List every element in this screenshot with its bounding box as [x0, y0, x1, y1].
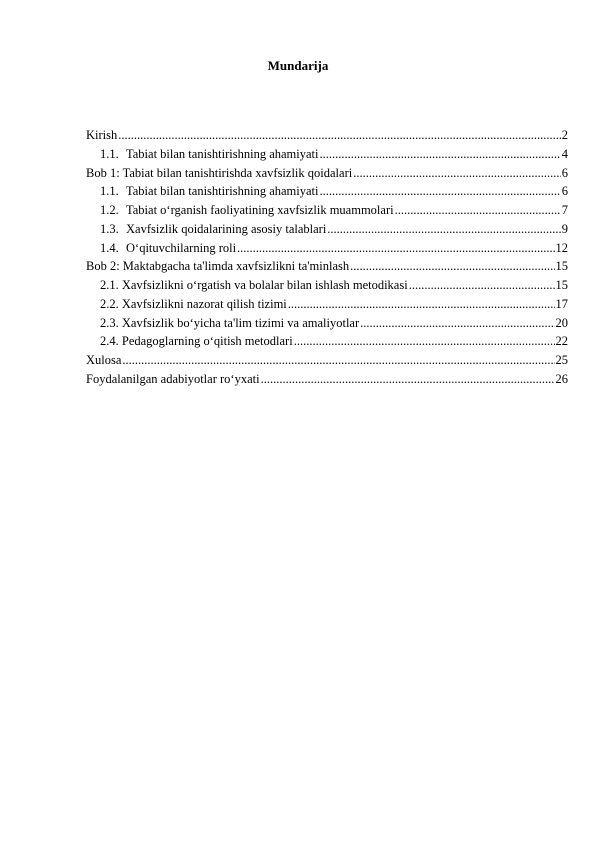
- toc-page-number: 4: [561, 146, 568, 161]
- toc-leader: [122, 353, 554, 368]
- toc-entry: [86, 353, 568, 372]
- toc-entry: [86, 241, 568, 260]
- toc-entry-text: Tabiat bilan tanishtirishning ahamiyati: [126, 146, 319, 161]
- toc-leader: [320, 184, 561, 199]
- toc-entry: [86, 222, 568, 241]
- toc-entry-text: Xavfsizlik qoidalarining asosiy talablari: [126, 221, 327, 236]
- toc-leader: [395, 203, 561, 218]
- toc-page-number: 12: [555, 240, 568, 255]
- toc-page-number: 25: [555, 353, 568, 367]
- toc-entry-text: Kirish: [86, 128, 118, 142]
- toc-leader: [288, 297, 555, 312]
- toc-page-number: 7: [561, 203, 568, 217]
- toc-leader: [360, 316, 554, 331]
- page-title: Mundarija: [267, 58, 329, 73]
- toc-page-number: 17: [555, 296, 568, 311]
- toc-page-number: 15: [555, 259, 568, 274]
- toc-entry-text: Oʻqituvchilarning roli: [126, 240, 237, 255]
- toc-entry-number: 1.2.: [100, 203, 119, 217]
- toc-entry-text: 2.2. Xavfsizlikni nazorat qilish tizimi: [100, 296, 287, 311]
- toc-entry-text: Bob 1: Tabiat bilan tanishtirishda xavfsizlik qoidalari: [86, 165, 353, 180]
- toc-entry: [86, 259, 568, 278]
- toc-entry: [86, 297, 568, 316]
- toc-entry-text: Tabiat oʻrganish faoliyatining xavfsizlik muammolari: [126, 203, 394, 217]
- toc-leader: [353, 166, 561, 181]
- toc-page-number: 26: [555, 371, 568, 386]
- toc-entry-text: Foydalanilgan adabiyotlar roʻyxati: [86, 371, 260, 386]
- toc-page-number: 9: [561, 221, 568, 236]
- toc-leader: [118, 128, 561, 143]
- toc-entry-text: 2.3. Xavfsizlik boʻyicha ta'lim tizimi va amaliyotlar: [100, 315, 360, 330]
- toc-leader: [294, 334, 555, 349]
- toc-entry: [86, 128, 568, 147]
- toc-entry-text: 2.1. Xavfsizlikni oʻrgatish va bolalar bilan ishlash metodikasi: [100, 278, 408, 292]
- toc-entry: [86, 372, 568, 391]
- toc-leader: [261, 372, 555, 387]
- toc-entry-text: Bob 2: Maktabgacha ta'limda xavfsizlikni ta'minlash: [86, 259, 350, 274]
- toc-leader: [409, 278, 555, 293]
- toc-page-number: 2: [561, 128, 568, 142]
- toc-page-number: 20: [555, 315, 568, 330]
- toc-entry: [86, 334, 568, 353]
- toc-entry-number: 1.1.: [100, 146, 119, 161]
- toc-entry: [86, 184, 568, 203]
- toc-entry-text: Tabiat bilan tanishtirishning ahamiyati: [126, 184, 319, 199]
- toc-entry-text: Xulosa: [86, 353, 122, 367]
- toc-page-number: 22: [555, 334, 568, 349]
- toc-page-number: 15: [555, 278, 568, 292]
- toc-entry-number: 1.4.: [100, 240, 119, 255]
- toc-page-number: 6: [561, 184, 568, 199]
- toc-leader: [327, 222, 560, 237]
- toc-leader: [320, 147, 561, 162]
- toc-entry: [86, 316, 568, 335]
- toc-entry-number: 1.1.: [100, 184, 119, 199]
- toc-entry-text: 2.4. Pedagoglarning oʻqitish metodlari: [100, 334, 293, 349]
- toc-entry: [86, 166, 568, 185]
- toc-entry: [86, 278, 568, 297]
- toc-entry: [86, 147, 568, 166]
- toc-page-number: 6: [561, 165, 568, 180]
- table-of-contents: [86, 128, 568, 391]
- toc-leader: [237, 241, 554, 256]
- toc-entry-number: 1.3.: [100, 221, 119, 236]
- toc-entry: [86, 203, 568, 222]
- toc-leader: [350, 259, 554, 274]
